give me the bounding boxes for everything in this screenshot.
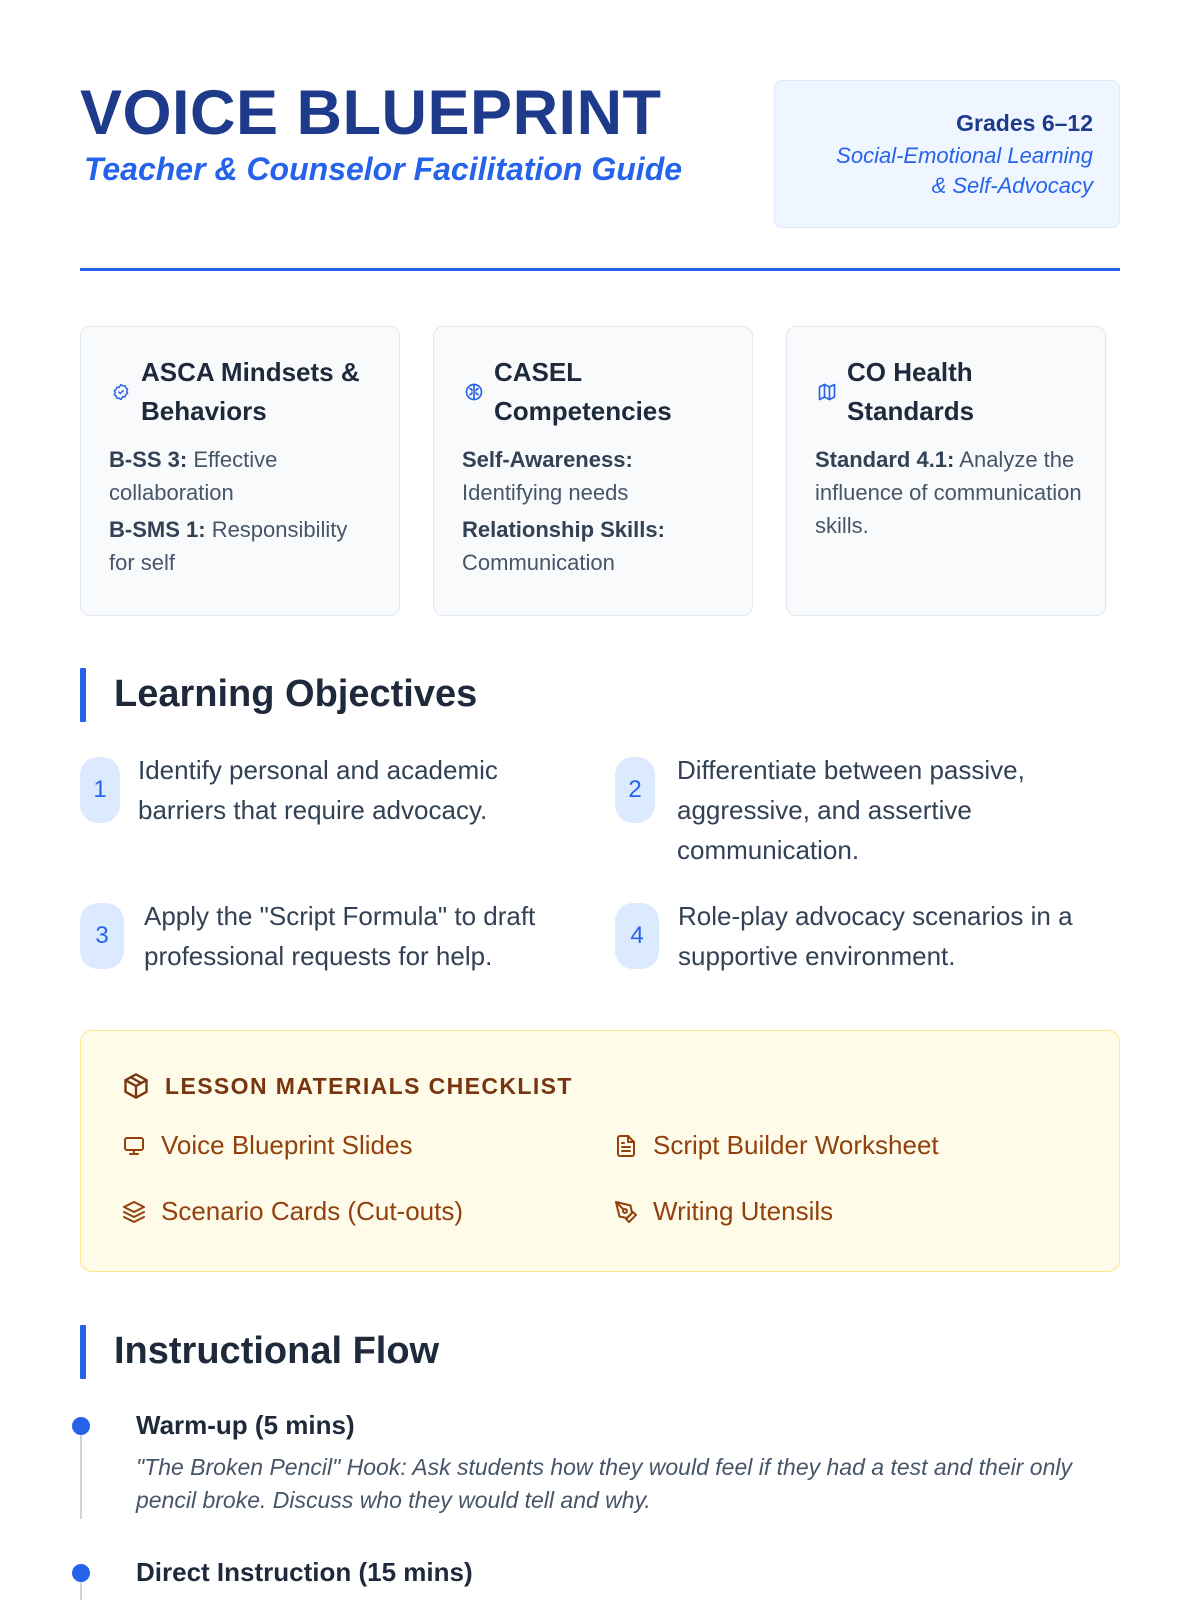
- section-title: Learning Objectives: [114, 673, 478, 715]
- layers-icon: [121, 1199, 147, 1225]
- card-header: [815, 353, 1085, 431]
- materials-title: LESSON MATERIALS CHECKLIST: [165, 1072, 573, 1099]
- standard-code: Relationship Skills:: [462, 517, 665, 542]
- standard-line: [109, 513, 379, 579]
- material-label: Scenario Cards (Cut-outs): [161, 1196, 463, 1226]
- objective-number: 1: [80, 757, 120, 823]
- package-icon: [121, 1071, 151, 1101]
- map-icon: [815, 380, 839, 404]
- learning-objectives-heading: [80, 668, 1120, 722]
- timeline-dot: [72, 1564, 90, 1582]
- material-item: [613, 1196, 833, 1227]
- lesson-materials-checklist: [80, 1030, 1120, 1272]
- objective-number: 4: [615, 903, 659, 969]
- standard-line: [462, 513, 732, 579]
- sel-label-line2: & Self-Advocacy: [931, 172, 1093, 198]
- objective-text: Differentiate between passive, aggressive, and assertive communication.: [677, 755, 1025, 866]
- objective-text: Identify personal and academic barriers that require advocacy.: [138, 755, 498, 826]
- material-item: [121, 1130, 412, 1161]
- standard-code: Standard 4.1:: [815, 447, 955, 472]
- flow-step: [80, 1409, 1120, 1519]
- card-title: CASEL Competencies: [494, 357, 672, 426]
- sel-label: [785, 141, 1093, 201]
- file-text-icon: [613, 1133, 639, 1159]
- grade-level-box: [774, 80, 1120, 228]
- standard-code: B-SMS 1:: [109, 517, 206, 542]
- objective-text: Apply the "Script Formula" to draft professional requests for help.: [144, 901, 536, 972]
- card-title: ASCA Mindsets & Behaviors: [141, 357, 360, 426]
- badge-check-icon: [109, 380, 133, 404]
- instructional-flow-heading: [80, 1325, 1120, 1379]
- material-label: Voice Blueprint Slides: [161, 1130, 413, 1160]
- materials-header: [121, 1071, 573, 1101]
- standards-card-casel: [433, 326, 753, 616]
- card-header: [462, 353, 732, 431]
- material-item: [613, 1130, 939, 1161]
- card-title: CO Health Standards: [847, 357, 975, 426]
- timeline-connector: [80, 1580, 82, 1600]
- flow-step-title: Warm-up (5 mins): [136, 1410, 355, 1440]
- section-accent-bar: [80, 668, 86, 722]
- header-divider: [80, 268, 1120, 271]
- flow-step-description: "The Broken Pencil" Hook: Ask students how they would feel if they had a test and their only pencil broke. Discuss who they would tell and why.: [136, 1454, 1072, 1514]
- standard-code: B-SS 3:: [109, 447, 188, 472]
- standards-card-co-health: [786, 326, 1106, 616]
- timeline-connector: [80, 1433, 82, 1519]
- standard-line: [815, 443, 1085, 542]
- page-header: [80, 80, 1120, 230]
- objective-number: 3: [80, 903, 124, 969]
- standard-text: Effective collaboration: [109, 447, 278, 505]
- brain-icon: [462, 380, 486, 404]
- standard-line: [462, 443, 732, 509]
- sel-label-line1: Social-Emotional Learning: [836, 142, 1093, 168]
- standard-text: Responsibility for self: [109, 517, 348, 575]
- standard-text: Communication: [462, 550, 615, 575]
- material-item: [121, 1196, 463, 1227]
- material-label: Script Builder Worksheet: [653, 1130, 939, 1160]
- pen-tool-icon: [613, 1199, 639, 1225]
- timeline-dot: [72, 1417, 90, 1435]
- standards-card-asca: [80, 326, 400, 616]
- monitor-icon: [121, 1133, 147, 1159]
- card-header: [109, 353, 379, 431]
- standard-text: Identifying needs: [462, 480, 629, 505]
- standard-code: Self-Awareness:: [462, 447, 633, 472]
- grade-range: Grades 6–12: [956, 110, 1093, 136]
- standard-text: Analyze the influence of communication skills.: [815, 447, 1082, 538]
- material-label: Writing Utensils: [653, 1196, 834, 1226]
- objective-number: 2: [615, 757, 655, 823]
- objective-text: Role-play advocacy scenarios in a supportive environment.: [678, 901, 1073, 972]
- standards-cards: [80, 326, 1120, 616]
- flow-step-title: Direct Instruction (15 mins): [136, 1557, 473, 1587]
- section-accent-bar: [80, 1325, 86, 1379]
- flow-step: [80, 1556, 1120, 1600]
- standard-line: [109, 443, 379, 509]
- page-title: VOICE BLUEPRINT: [80, 78, 662, 148]
- section-title: Instructional Flow: [114, 1330, 440, 1372]
- page-subtitle: Teacher & Counselor Facilitation Guide: [84, 151, 683, 187]
